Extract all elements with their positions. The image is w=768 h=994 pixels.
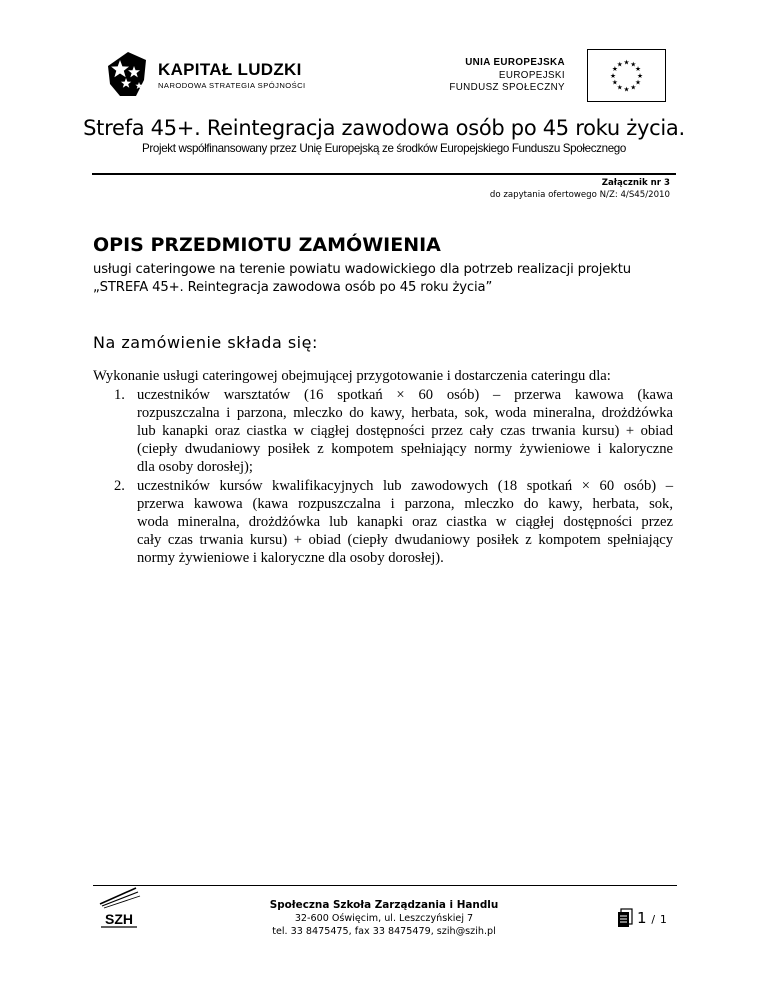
svg-text:★: ★ — [610, 71, 617, 80]
annex-reference: do zapytania ofertowego N/Z: 4/S45/2010 — [489, 190, 670, 200]
section-heading: Na zamówienie składa się: — [93, 333, 318, 352]
kapital-ludzki-logo — [106, 50, 306, 100]
list-item-line: woda mineralna, drożdżówka lub kanapki oraz ciastka w ciągłej dostępności przez — [137, 513, 673, 530]
list-item-line: cały czas trwania kursu) + obiad (ciepły dwudaniowy posiłek z kompotem spełniający — [137, 531, 673, 548]
svg-text:★: ★ — [623, 58, 630, 67]
list-item-number: 2. — [114, 477, 125, 494]
page-current: 1 — [637, 909, 647, 927]
list-item-number: 1. — [114, 387, 125, 403]
page-icon — [617, 908, 633, 928]
footer-organization-name: Społeczna Szkoła Zarządzania i Handlu — [269, 899, 499, 911]
svg-text:★: ★ — [630, 83, 637, 92]
list-item-line: przerwa kawowa (kawa rozpuszczalna i parzona, mleczko do kawy, herbata, sok, — [137, 495, 673, 512]
page-number — [637, 909, 667, 927]
kapital-ludzki-logo-icon — [106, 50, 150, 98]
svg-text:★: ★ — [636, 71, 643, 80]
document-subtitle-line-2: „STREFA 45+. Reintegracja zawodowa osób po 45 roku życia” — [93, 280, 493, 295]
intro-paragraph: Wykonanie usługi cateringowej obejmującej przygotowanie i dostarczenia cateringu dla: — [93, 368, 611, 384]
eu-line-1: UNIA EUROPEJSKA — [465, 57, 565, 68]
eu-fund-label — [425, 57, 565, 95]
svg-text:★: ★ — [630, 60, 637, 69]
document-subtitle-line-1: usługi cateringowe na terenie powiatu wadowickiego dla potrzeb realizacji projektu — [93, 262, 631, 277]
svg-text:★: ★ — [635, 78, 642, 87]
list-item-line: (ciepły dwudaniowy posiłek z kompotem spełniający normy żywieniowe i kaloryczne — [137, 441, 673, 458]
list-item-line: uczestników kursów kwalifikacyjnych lub zawodowych (18 spotkań × 60 osób) – — [137, 477, 673, 494]
logo-name: KAPITAŁ LUDZKI — [158, 60, 302, 79]
footer-divider — [93, 885, 677, 886]
svg-text:★: ★ — [616, 60, 623, 69]
list-item-line: dla osoby dorosłej); — [137, 459, 253, 476]
eu-line-3: FUNDUSZ SPOŁECZNY — [449, 82, 565, 93]
header-divider — [92, 173, 676, 175]
list-item-line: normy żywieniowe i kaloryczne dla osoby dorosłej). — [137, 549, 444, 566]
svg-text:★: ★ — [616, 83, 623, 92]
list-item-line: rozpuszczalna i parzona, mleczko do kawy, herbata, sok, woda mineralna, drożdżówka — [137, 405, 673, 422]
logo-subtitle: NARODOWA STRATEGIA SPÓJNOŚCI — [158, 81, 306, 90]
footer-contact: tel. 33 8475475, fax 33 8475479, szih@szih.pl — [272, 926, 496, 937]
page-separator: / — [651, 913, 656, 926]
svg-text:★: ★ — [611, 78, 618, 87]
svg-text:★: ★ — [623, 85, 630, 94]
szh-logo-text: SZH — [105, 911, 133, 927]
footer-address: 32-600 Oświęcim, ul. Leszczyńskiej 7 — [294, 913, 474, 924]
annex-label: Załącznik nr 3 — [601, 178, 670, 188]
eu-line-2: EUROPEJSKI — [498, 69, 565, 81]
page-total: 1 — [659, 913, 667, 926]
document-title: OPIS PRZEDMIOTU ZAMÓWIENIA — [93, 234, 441, 256]
svg-text:★: ★ — [635, 65, 642, 74]
svg-text:★: ★ — [611, 65, 618, 74]
list-item-line: uczestników warsztatów (16 spotkań × 60 osób) – przerwa kawowa (kawa — [137, 387, 673, 403]
project-title: Strefa 45+. Reintegracja zawodowa osób po 45 roku życia. — [83, 116, 685, 140]
project-subtitle: Projekt współfinansowany przez Unię Europejską ze środków Europejskiego Funduszu Społecznego — [141, 142, 626, 155]
list-item-line: lub kanapki oraz ciastka w ciągłej dostępności przez cały czas trwania kursu) + obiad — [137, 423, 673, 440]
eu-flag-icon — [587, 49, 666, 102]
